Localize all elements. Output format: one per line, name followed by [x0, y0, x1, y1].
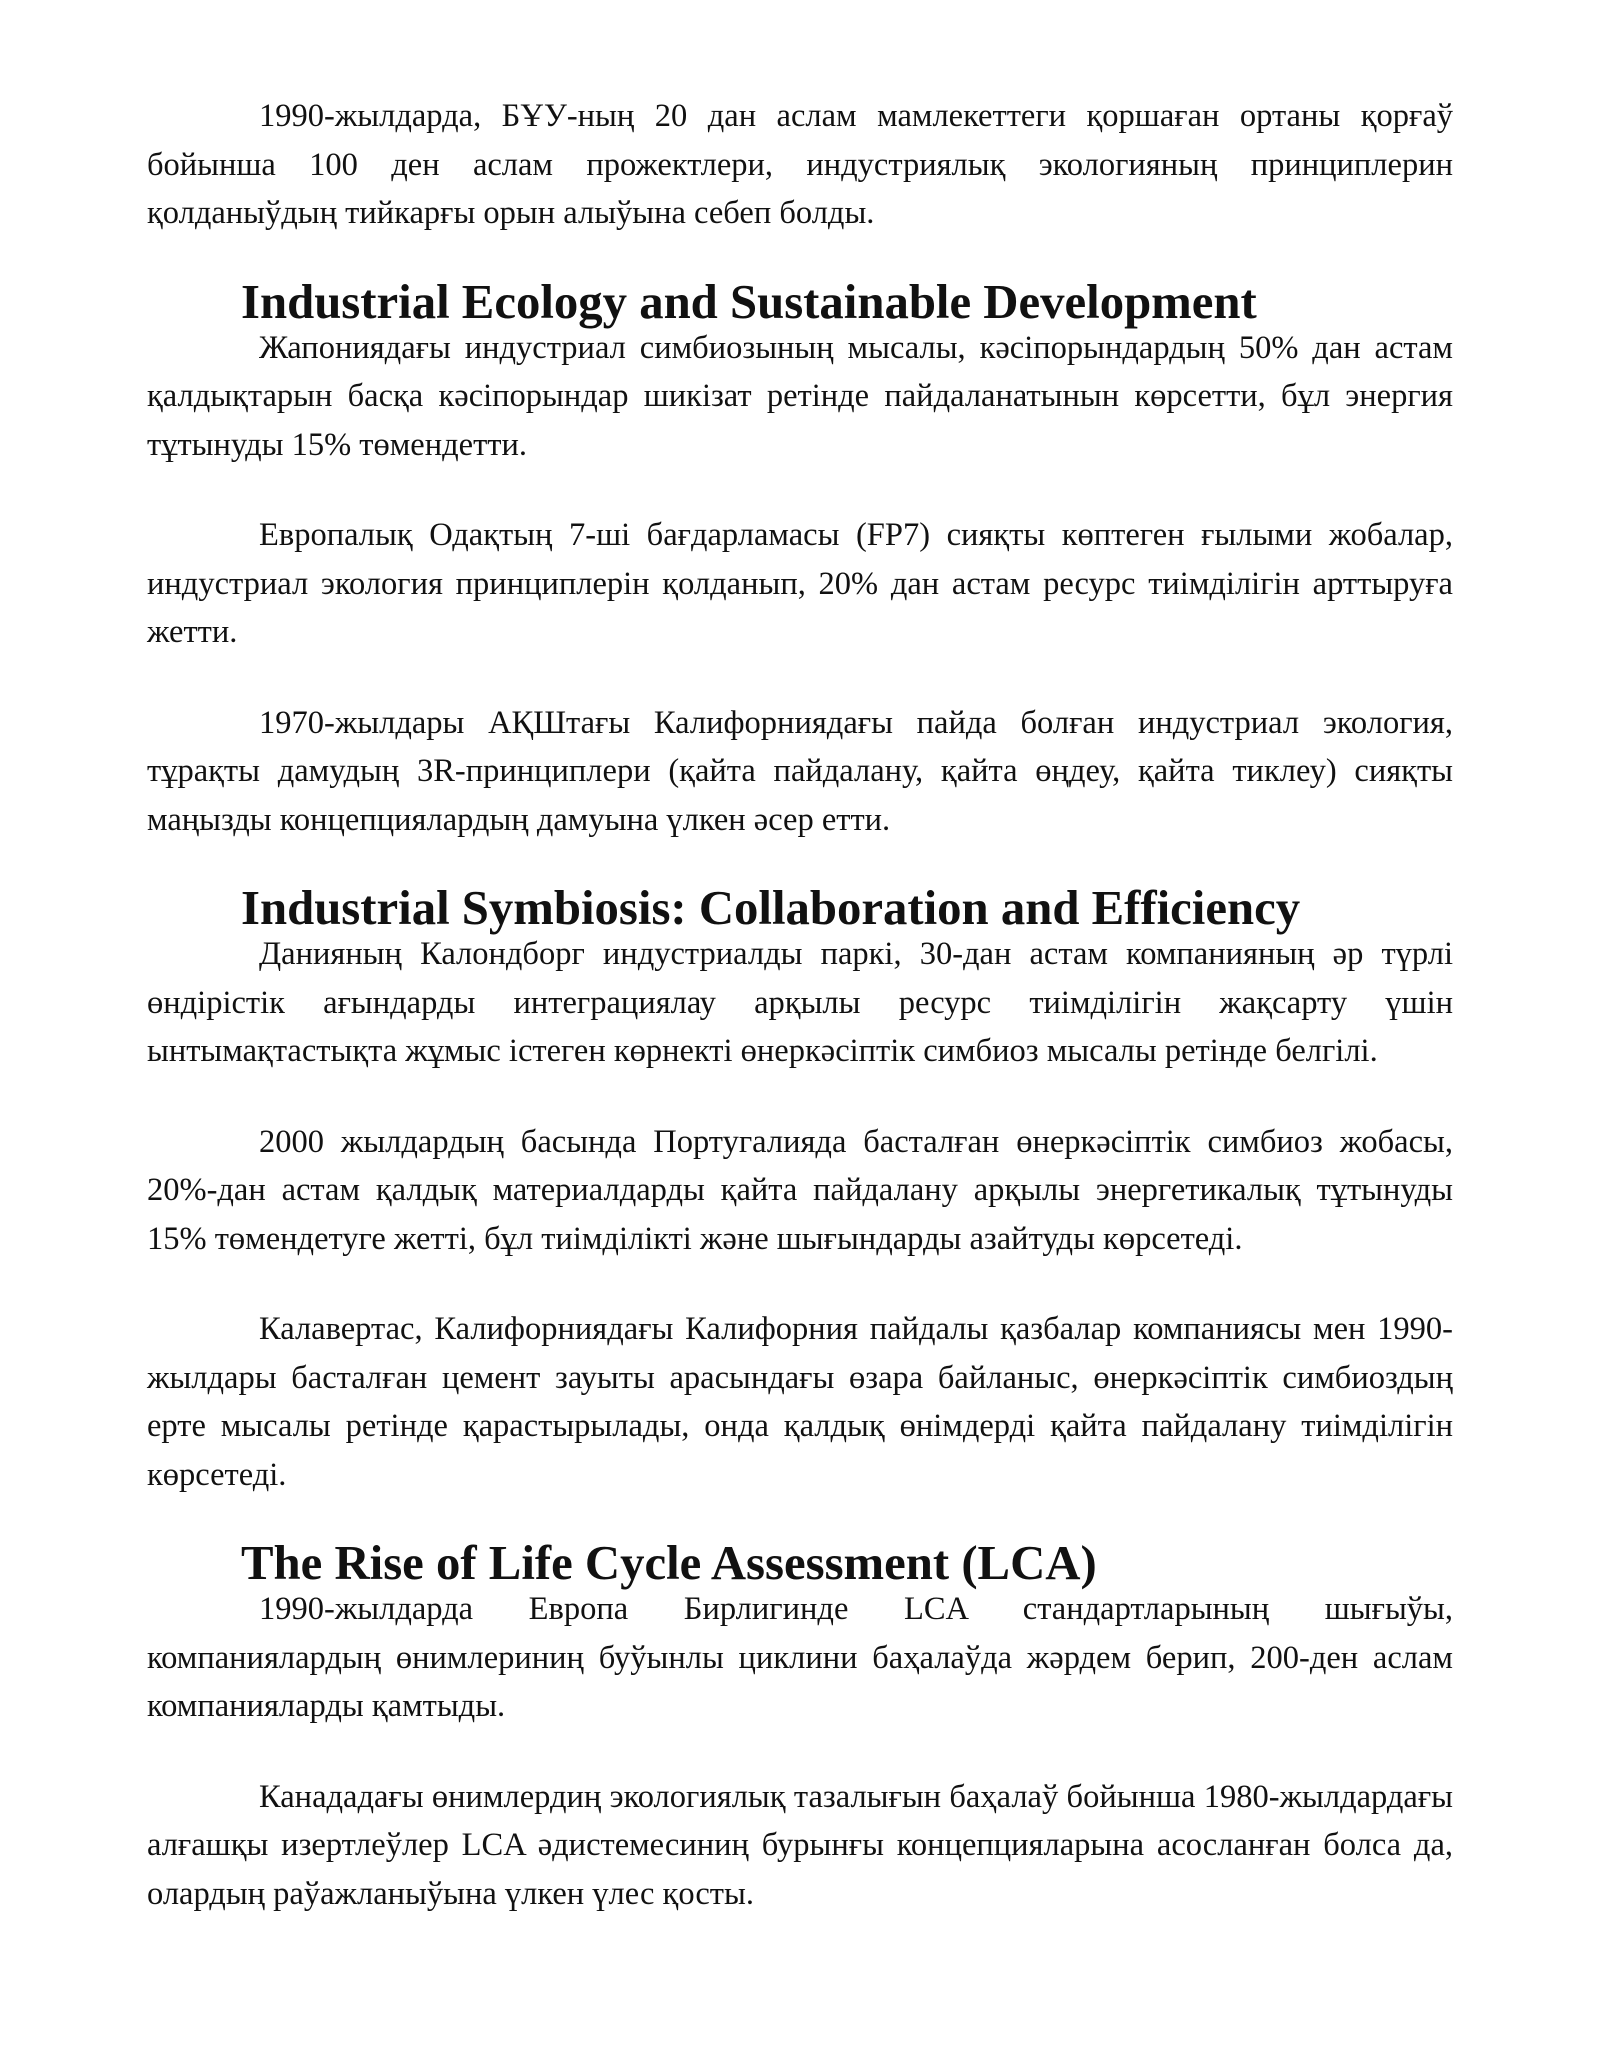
section-heading-lca: The Rise of Life Cycle Assessment (LCA) [241, 1536, 1097, 1590]
paragraph: Калавертас, Калифорниядағы Калифорния пайдалы қазбалар компаниясы мен 1990-жылдары басталған цемент зауыты арасындағы өзара байланыс, өнеркәсіптік симбиоздың ерте мысалы ретінде қарастырылады, онда қалдық өнімдерді қайта пайдалану тиімділігін көрсетеді. [147, 1311, 1453, 1493]
paragraph: 1990-жылдарда, БҰУ-ның 20 дан аслам мамлекеттеги қоршаған ортаны қорғаў бойынша 100 ден аслам прожектлери, индустриялық экологияның принциплерин қолданыўдың тийкарғы орын алыўына себеп болды. [147, 98, 1453, 231]
section-heading-industrial-ecology: Industrial Ecology and Sustainable Development [241, 274, 1257, 329]
paragraph: 2000 жылдардың басында Португалияда басталған өнеркәсіптік симбиоз жобасы, 20%-дан астам қалдық материалдарды қайта пайдалану арқылы энергетикалық тұтынуды 15% төмендетуге жетті, бұл тиімділікті және шығындарды азайтуды көрсетеді. [147, 1123, 1453, 1257]
document-page [147, 92, 1453, 1918]
paragraph: Данияның Калондборг индустриалды паркі, 30-дан астам компанияның әр түрлі өндірістік ағындарды интеграциялау арқылы ресурс тиімділігін жақсарту үшін ынтымақтастықта жұмыс істеген көрнекті өнеркәсіптік симбиоз мысалы ретінде белгілі. [147, 936, 1453, 1069]
paragraph: Жапониядағы индустриал симбиозының мысалы, кәсіпорындардың 50% дан астам қалдықтарын басқа кәсіпорындар шикізат ретінде пайдаланатынын көрсетти, бұл энергия тұтынуды 15% төмендетти. [147, 329, 1453, 463]
section-heading-industrial-symbiosis: Industrial Symbiosis: Collaboration and Efficiency [241, 881, 1301, 935]
paragraph: Канададағы өнимлердиң экологиялық тазалығын баҳалаў бойынша 1980-жылдардағы алғашқы изертлеўлер LCA әдистемесиниң бурынғы концепцияларына асосланған болса да, олардың раўажланыўына үлкен үлес қосты. [147, 1778, 1453, 1912]
paragraph: Европалық Одақтың 7-ші бағдарламасы (FP7) сияқты көптеген ғылыми жобалар, индустриал экология принциплерін қолданып, 20% дан астам ресурс тиімділігін арттыруға жетти. [147, 517, 1453, 650]
paragraph: 1990-жылдарда Европа Бирлигинде LCA стандартларының шығыўы, компаниялардың өнимлериниң буўынлы циклини баҳалаўда жәрдем берип, 200-ден аслам компанияларды қамтыды. [147, 1591, 1453, 1724]
paragraph: 1970-жылдары АҚШтағы Калифорниядағы пайда болған индустриал экология, тұрақты дамудың 3R-принциплери (қайта пайдалану, қайта өңдеу, қайта тиклеу) сияқты маңызды концепциялардың дамуына үлкен әсер етти. [147, 704, 1453, 838]
